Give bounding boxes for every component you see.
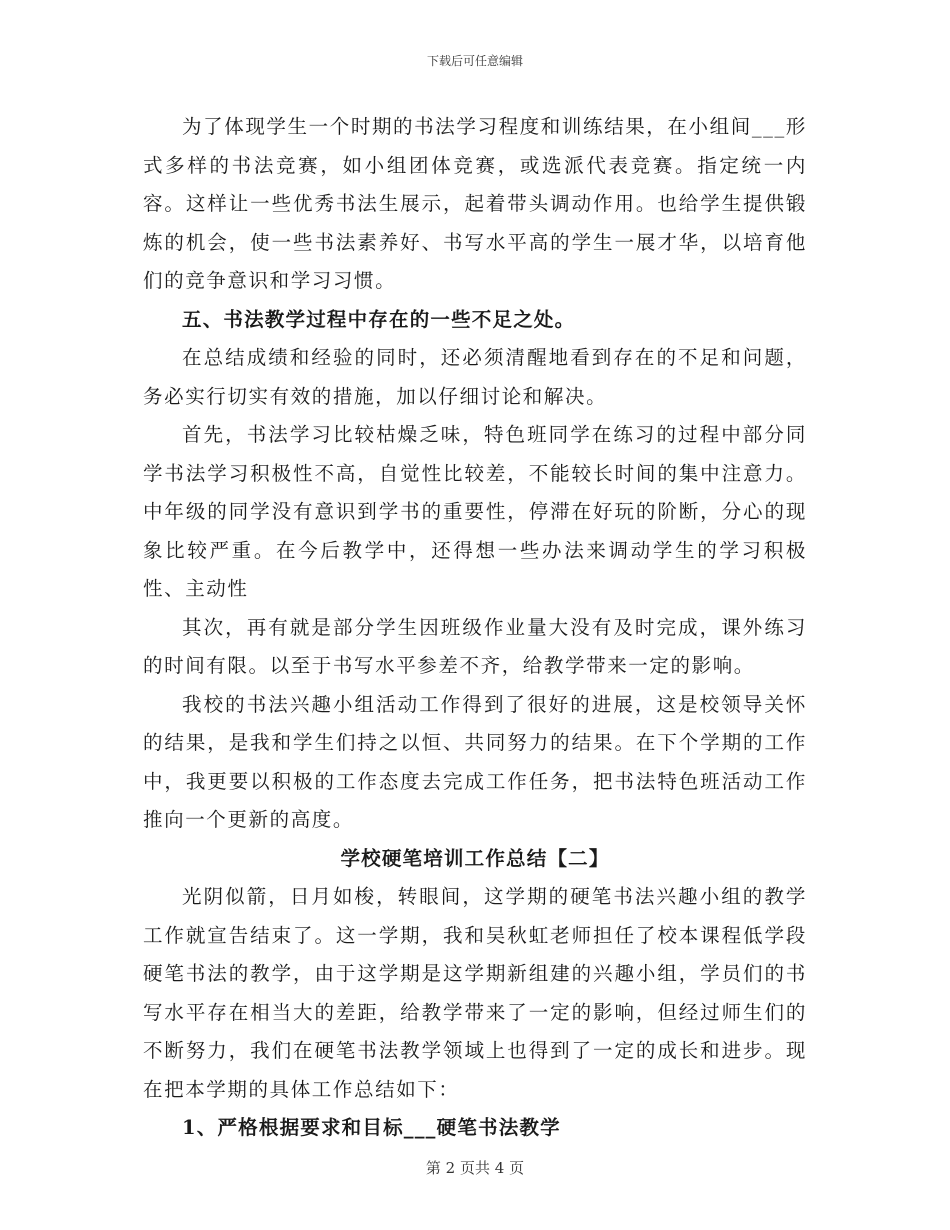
section-heading-1: 1、严格根据要求和目标___硬笔书法教学 [182,1116,561,1139]
page-header: 下载后可任意编辑 [426,54,523,68]
page-footer: 第 2 页共 4 页 [425,1159,525,1177]
section-heading-shortcomings: 五、书法教学过程中存在的一些不足之处。 [182,307,576,331]
paragraph-second-issue: 其次，再有就是部分学生因班级作业量大没有及时完成，课外练习的时间有限。以至于书写水平参差不齐，给教学带来一定的影响。 [143,615,807,677]
document-body [143,108,807,1148]
paragraph-first-issue: 首先，书法学习比较枯燥乏味，特色班同学在练习的过程中部分同学书法学习积极性不高，自觉性比较差，不能较长时间的集中注意力。中年级的同学没有意识到学书的重要性，停滞在好玩的阶断，分心的现象比较严重。在今后教学中，还得想一些办法来调动学生的学习积极性、主动性 [143,423,807,600]
paragraph-conclusion: 我校的书法兴趣小组活动工作得到了很好的进展，这是校领导关怀的结果，是我和学生们持之以恒、共同努力的结果。在下个学期的工作中，我更要以积极的工作态度去完成工作任务，把书法特色班活动工作推向一个更新的高度。 [143,692,807,831]
paragraph-competition: 为了体现学生一个时期的书法学习程度和训练结果，在小组间___形式多样的书法竞赛，如小组团体竞赛，或选派代表竞赛。指定统一内容。这样让一些优秀书法生展示，起着带头调动作用。也给学生提供锻炼的机会，使一些书法素养好、书写水平高的学生一展才华，以培育他们的竞争意识和学习习惯。 [143,115,807,292]
document-title-part-two: 学校硬笔培训工作总结【二】 [340,846,610,870]
paragraph-reflection: 在总结成绩和经验的同时，还必须清醒地看到存在的不足和问题，务必实行切实有效的措施，加以仔细讨论和解决。 [143,346,807,408]
paragraph-introduction: 光阴似箭，日月如梭，转眼间，这学期的硬笔书法兴趣小组的教学工作就宣告结束了。这一学期，我和吴秋虹老师担任了校本课程低学段硬笔书法的教学，由于这学期是这学期新组建的兴趣小组，学员们的书写水平存在相当大的差距，给教学带来了一定的影响，但经过师生们的不断努力，我们在硬笔书法教学领域上也得到了一定的成长和进步。现在把本学期的具体工作总结如下： [143,885,807,1101]
